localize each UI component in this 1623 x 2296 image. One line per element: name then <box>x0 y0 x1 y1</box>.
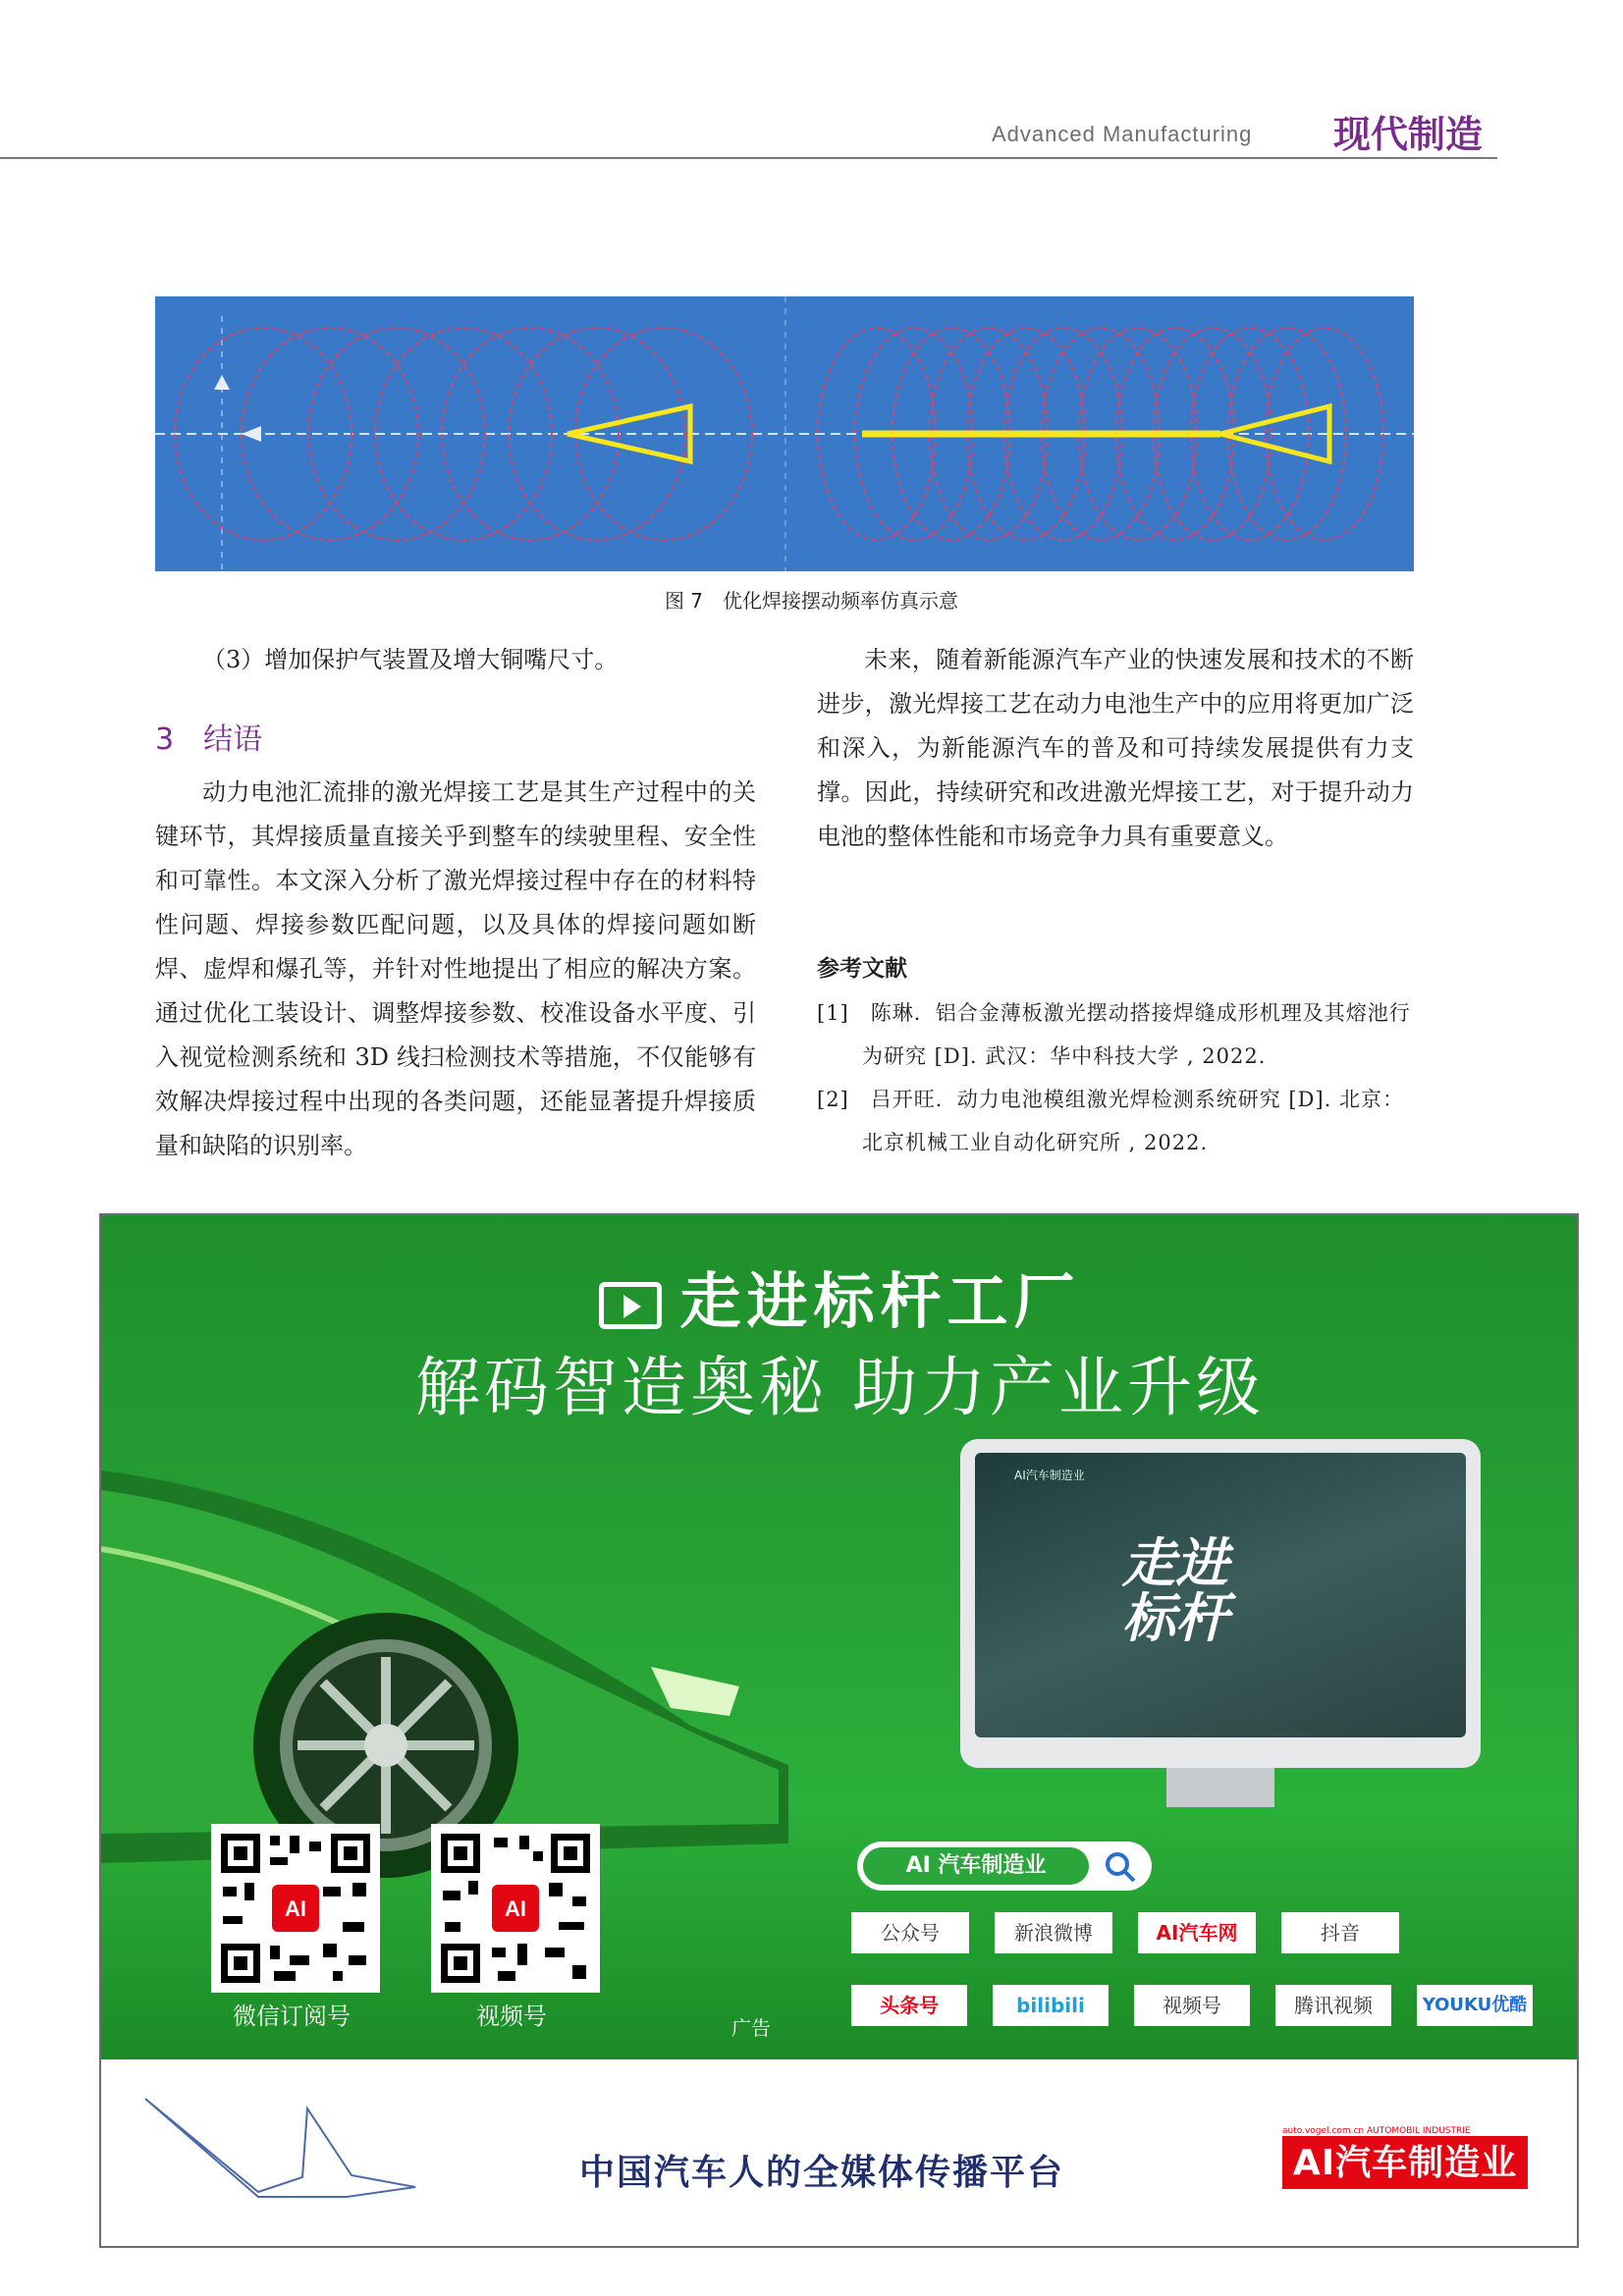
platform-bilibili[interactable]: bilibili <box>993 1985 1109 2026</box>
search-text: AI 汽车制造业 <box>863 1847 1089 1885</box>
header-divider <box>0 157 1497 159</box>
brand-logo[interactable]: AI汽车制造业 <box>1282 2136 1528 2189</box>
brand-url: auto.vogel.com.cn AUTOMOBIL INDUSTRIE <box>1282 2126 1471 2136</box>
ad-tag: 广告 <box>731 2016 771 2040</box>
conclusion-body <box>155 771 756 1168</box>
section-heading: 3 结语 <box>155 722 263 757</box>
reference-item: [1] 陈琳．铝合金薄板激光摆动搭接焊缝成形机理及其熔池行为研究 [D]. 武汉：华中科技大学 , 2022. <box>817 1001 1411 1068</box>
platform-toutiao[interactable]: 头条号 <box>851 1985 967 2026</box>
reference-item: [2] 吕开旺．动力电池模组激光焊检测系统研究 [D]. 北京：北京机械工业自动化研究所 , 2022. <box>817 1088 1404 1154</box>
platform-wechat-official[interactable]: 公众号 <box>851 1912 969 1953</box>
journal-name-en: Advanced Manufacturing <box>992 122 1253 146</box>
monitor-screen: AI汽车制造业 走进标杆 <box>975 1453 1466 1737</box>
ad-headline: 走进标杆工厂 <box>101 1253 1579 1340</box>
left-column <box>155 638 756 682</box>
oscillation-loop <box>442 328 619 540</box>
conclusion-paragraph: 动力电池汇流排的激光焊接工艺是其生产过程中的关键环节，其焊接质量直接关乎到整车的续驶里程、安全性和可靠性。本文深入分析了激光焊接过程中存在的材料特性问题、焊接参数匹配问题，以及具体的焊接问题如断焊、虚焊和爆孔等，并针对性地提出了相应的解决方案。通过优化工装设计、调整焊接参数、校准设备水平度、引入视觉检测系统和 3D 线扫检测技术等措施，不仅能够有效解决焊接过程中出现的各类问题，还能显著提升焊接质量和缺陷的识别率。 <box>155 778 756 1159</box>
references-heading: 参考文献 <box>817 956 907 982</box>
platform-douyin[interactable]: 抖音 <box>1281 1912 1399 1953</box>
platform-video-channel[interactable]: 视频号 <box>1134 1985 1250 2026</box>
platform-youku[interactable]: YOUKU优酷 <box>1417 1985 1533 2026</box>
qr1-label: 微信订阅号 <box>233 2002 351 2030</box>
svg-text:AI: AI <box>505 1896 526 1921</box>
references-list <box>817 991 1414 1164</box>
right-column <box>817 638 1414 859</box>
ad-border <box>99 1213 1579 2248</box>
platform-weibo[interactable]: 新浪微博 <box>995 1912 1112 1953</box>
qr2-label: 视频号 <box>476 2002 547 2030</box>
figure-caption: 图 7 优化焊接摆动频率仿真示意 <box>664 589 959 613</box>
svg-text:AI: AI <box>285 1896 306 1921</box>
simulation-figure <box>155 296 1414 571</box>
platform-ai-auto-net[interactable]: AI汽车网 <box>1138 1912 1256 1953</box>
platform-tencent-video[interactable]: 腾讯视频 <box>1275 1985 1391 2026</box>
journal-name-cn: 现代制造 <box>1333 113 1484 156</box>
list-item-3: （3）增加保护气装置及增大铜嘴尺寸。 <box>202 646 619 673</box>
slogan: 中国汽车人的全媒体传播平台 <box>579 2153 1065 2193</box>
future-paragraph: 未来，随着新能源汽车产业的快速发展和技术的不断进步，激光焊接工艺在动力电池生产中的应用将更加广泛和深入，为新能源汽车的普及和可持续发展提供有力支撑。因此，持续研究和改进激光焊接工艺，对于提升动力电池的整体性能和市场竞争力具有重要意义。 <box>817 646 1414 850</box>
oscillation-loop <box>175 328 352 540</box>
weld-oscillation-diagram <box>155 296 1414 571</box>
screen-title: 走进标杆 <box>1122 1532 1228 1649</box>
ad-subheadline: 解码智造奥秘 助力产业升级 <box>415 1350 1265 1425</box>
